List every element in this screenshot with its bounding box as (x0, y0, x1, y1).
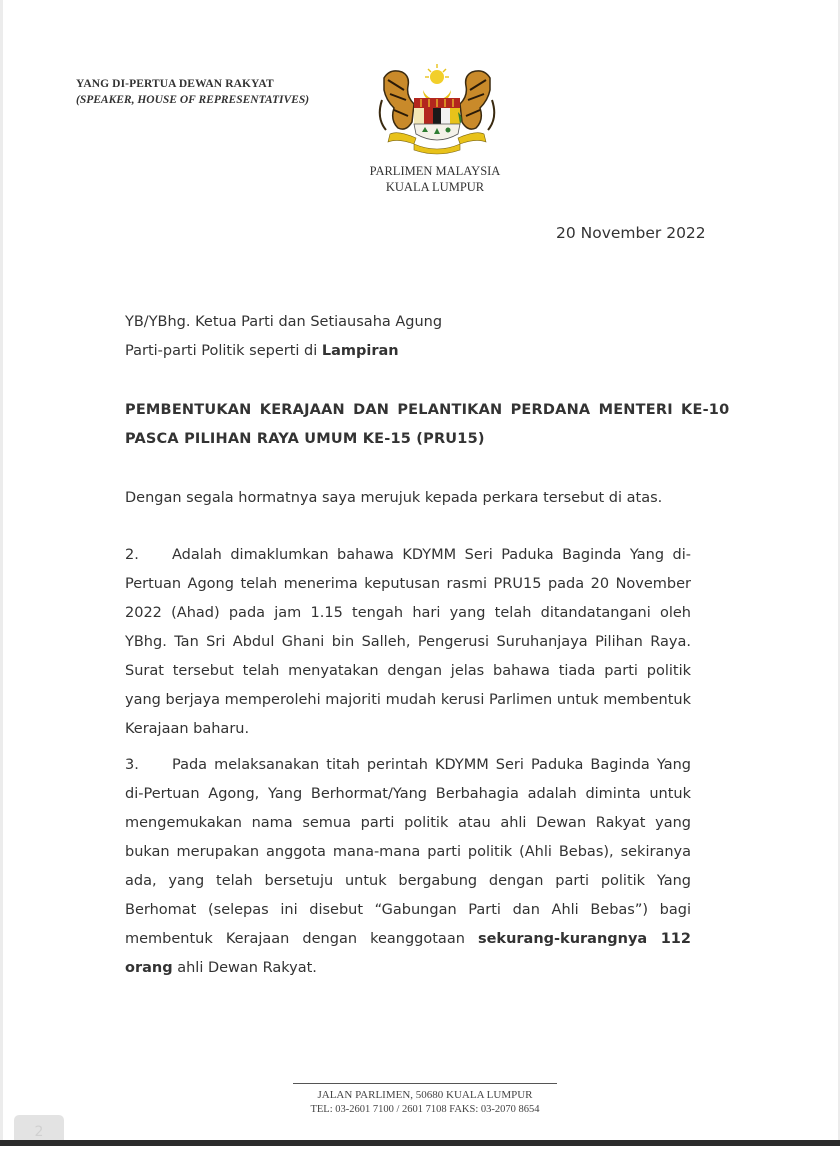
paragraph-2-text: Adalah dimaklumkan bahawa KDYMM Seri Paduka Baginda Yang di-Pertuan Agong telah menerima keputusan rasmi PRU15 pada 20 November 2022 (Ahad) pada jam 1.15 tengah hari yang telah ditandatangani oleh YBhg. Tan Sri Abdul Ghani bin Salleh, Pengerusi Suruhanjaya Pilihan Raya. Surat tersebut telah menyatakan dengan jelas bahawa tiada parti politik yang berjaya memperolehi majoriti mudah kerusi Parlimen untuk membentuk Kerajaan baharu. (125, 547, 691, 737)
recipient-line-2-text: Parti-parti Politik seperti di (125, 343, 322, 359)
footer-divider (293, 1083, 557, 1084)
letter-date: 20 November 2022 (556, 224, 706, 242)
subject-line-1: PEMBENTUKAN KERAJAAN DAN PELANTIKAN PERDANA MENTERI KE-10 (125, 402, 730, 418)
paragraph-3-number: 3. (125, 757, 139, 773)
paragraph-3-suffix: ahli Dewan Rakyat. (172, 960, 317, 976)
page-number-badge[interactable]: 2 (14, 1115, 64, 1145)
institution-city: KUALA LUMPUR (385, 180, 485, 194)
recipient-line-2 (125, 343, 399, 359)
subject-line-2: PASCA PILIHAN RAYA UMUM KE-15 (PRU15) (125, 431, 485, 447)
footer-address: JALAN PARLIMEN, 50680 KUALA LUMPUR (317, 1089, 533, 1101)
paragraph-3 (125, 751, 691, 983)
paragraph-3-text: Pada melaksanakan titah perintah KDYMM Seri Paduka Baginda Yang di-Pertuan Agong, Yang Berhormat/Yang Berbahagia adalah diminta untuk mengemukakan nama semua parti politik atau ahli Dewan Rakyat yang bukan merupakan anggota mana-mana parti politik (Ahli Bebas), sekiranya ada, yang telah bersetuju untuk bergabung dengan parti politik Yang Berhomat (selepas ini disebut “Gabungan Parti dan Ahli Bebas”) bagi membentuk Kerajaan dengan keanggotaan (125, 757, 691, 947)
recipient-attachment-ref: Lampiran (321, 343, 399, 359)
page-edge-left (0, 0, 3, 1140)
paragraph-3-emphasis: sekurang-kurangnya 112 orang (125, 931, 691, 976)
office-title: YANG DI-PERTUA DEWAN RAKYAT (76, 78, 274, 90)
coat-of-arms-icon (376, 60, 498, 158)
footer-contact: TEL: 03-2601 7100 / 2601 7108 FAKS: 03-2070 8654 (310, 1104, 540, 1115)
institution-name: PARLIMEN MALAYSIA (369, 164, 501, 178)
paragraph-2-number: 2. (125, 547, 139, 563)
opening-paragraph: Dengan segala hormatnya saya merujuk kepada perkara tersebut di atas. (125, 490, 663, 506)
viewer-bottom-bar (0, 1140, 840, 1146)
office-subtitle: (SPEAKER, HOUSE OF REPRESENTATIVES) (76, 94, 310, 106)
paragraph-2 (125, 541, 691, 744)
recipient-line-1: YB/YBhg. Ketua Parti dan Setiausaha Agung (125, 314, 443, 330)
